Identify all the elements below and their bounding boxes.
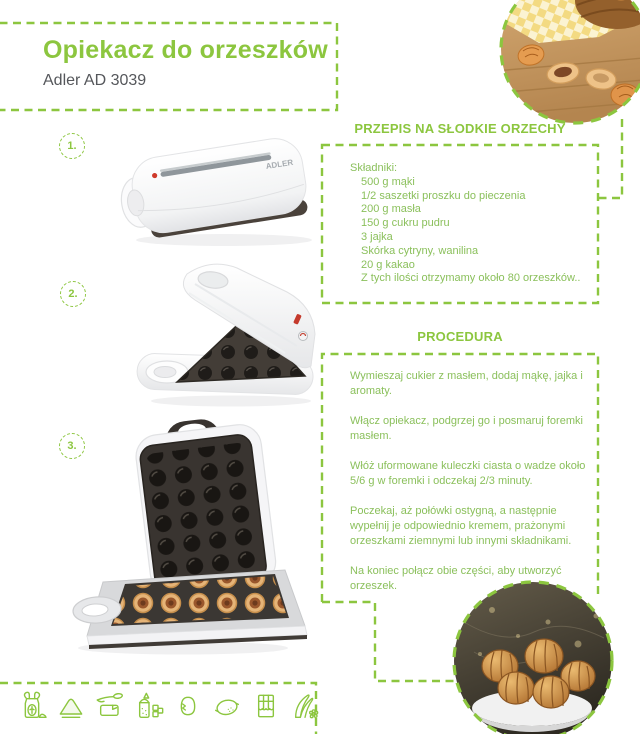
procedure-step: Wymieszaj cukier z masłem, dodaj mąkę, jajka i aromaty. [350, 370, 583, 397]
page-title: Opiekacz do orzeszków [43, 36, 328, 64]
ingredient: 3 jajka [361, 230, 393, 243]
step-badge-1: 1. [59, 133, 85, 159]
ingredient: 200 g masła [361, 203, 421, 216]
lemon-icon [211, 690, 243, 722]
procedure-step: Włóż uformowane kuleczki ciasta o wadze około 5/6 g w foremki i odczekaj 2/3 minuty. [350, 460, 586, 487]
product-photo-closed [112, 130, 322, 250]
ingredient: Skórka cytryny, wanilina [361, 244, 479, 257]
step-badge-3: 3. [59, 433, 85, 459]
flour-bag-icon [16, 690, 48, 722]
chocolate-bar-icon [250, 690, 282, 722]
photo-walnut-cookies-plate [454, 582, 612, 734]
ingredient: 20 g kakao [361, 258, 415, 271]
procedure-step: Poczekaj, aż połówki ostygną, a następnie wypełnij je odpowiednio kremem, prażonymi orzeszkami ziemnymi lub innymi składnikami. [350, 505, 572, 547]
procedure-step: Włącz opiekacz, podgrzej go i posmaruj foremki masłem. [350, 415, 583, 442]
recipe-heading: PRZEPIS NA SŁODKIE ORZECHY [354, 121, 566, 136]
ingredient: 150 g cukru pudru [361, 217, 450, 230]
yield-note: Z tych ilości otrzymamy około 80 orzeszków.. [361, 272, 581, 285]
procedure-steps [350, 369, 587, 609]
ingredients-list [350, 162, 585, 286]
sugar-jar-icon [133, 690, 165, 722]
ingredient: 500 g mąki [361, 175, 415, 188]
product-photo-half-open [125, 258, 325, 410]
procedure-step: Na koniec połącz obie części, aby utworzyć orzeszek. [350, 565, 562, 592]
ingredient: 1/2 saszetki proszku do pieczenia [361, 189, 526, 202]
sugar-pile-icon [55, 690, 87, 722]
step-badge-2: 2. [60, 281, 86, 307]
ingredients-label: Składniki: [350, 162, 398, 174]
svg-text:ADLER: ADLER [265, 157, 294, 171]
product-model: Adler AD 3039 [43, 72, 147, 89]
egg-icon [172, 690, 204, 722]
product-photo-open [45, 416, 313, 658]
butter-knife-icon [94, 690, 126, 722]
ingredient-icon-strip [16, 689, 321, 723]
vanilla-pods-icon [289, 690, 321, 722]
procedure-heading: PROCEDURA [417, 329, 503, 344]
